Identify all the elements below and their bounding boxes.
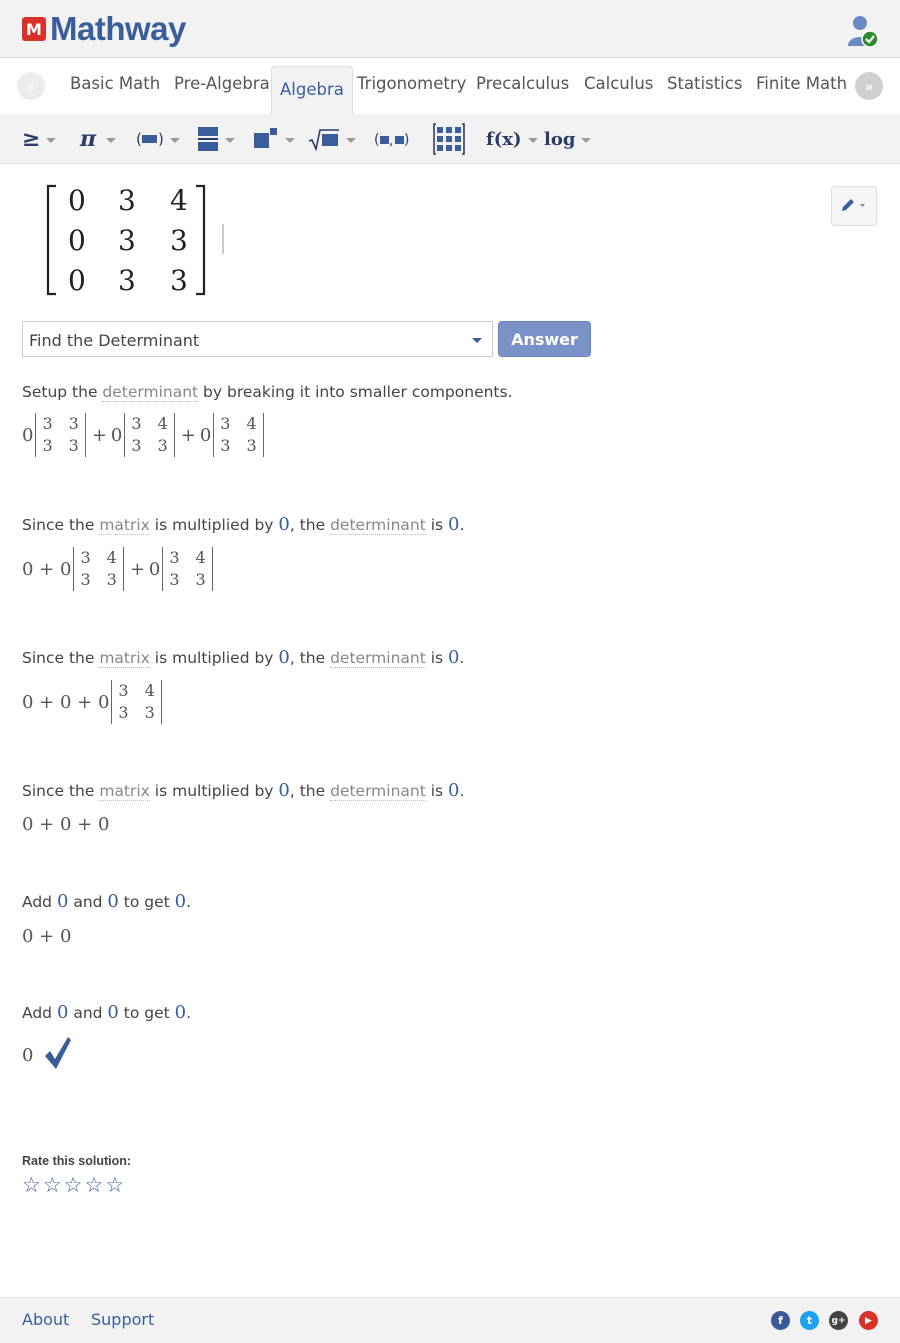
pi-tool[interactable] <box>80 126 116 152</box>
step-math: 0 + 0 + 0 <box>22 814 110 835</box>
star-icon[interactable]: ☆ <box>63 1173 83 1197</box>
chevron-down-icon <box>346 138 356 143</box>
twitter-icon[interactable]: t <box>800 1311 819 1330</box>
problem-type-value: Find the Determinant <box>29 331 200 350</box>
subject-tabs <box>0 58 900 114</box>
tab-pre-algebra[interactable]: Pre-Algebra <box>174 74 270 93</box>
chevron-down-icon <box>528 138 538 143</box>
matrix-cell: 3 <box>118 264 136 297</box>
scroll-left-button[interactable]: « <box>17 72 45 100</box>
chevron-down-icon <box>170 138 180 143</box>
matrix-icon <box>433 123 465 155</box>
function-tool[interactable] <box>486 126 538 152</box>
step-explanation: Since the matrix is multiplied by 0, the determinant is 0. <box>22 647 465 668</box>
term-link-determinant[interactable]: determinant <box>102 383 199 401</box>
step-explanation: Add 0 and 0 to get 0. <box>22 891 192 912</box>
tab-calculus[interactable]: Calculus <box>584 74 654 93</box>
tab-trigonometry[interactable]: Trigonometry <box>357 74 467 93</box>
tab-finite-math[interactable]: Finite Math <box>756 74 848 93</box>
matrix-cell: 3 <box>170 224 188 257</box>
logo-mark: M <box>22 17 46 41</box>
input-matrix <box>44 180 214 300</box>
tab-statistics[interactable]: Statistics <box>667 74 743 93</box>
matrix-cell: 4 <box>170 184 188 217</box>
support-link[interactable]: Support <box>91 1310 155 1329</box>
point-tool[interactable] <box>374 126 410 152</box>
app-header <box>0 0 900 58</box>
tab-basic-math[interactable]: Basic Math <box>70 74 161 93</box>
step-math: 0 + 0 3 4 3 3 + 0 3 4 3 3 <box>22 547 215 591</box>
term-link-determinant[interactable]: determinant <box>330 649 426 667</box>
text-cursor <box>222 224 224 254</box>
log-tool[interactable] <box>544 126 591 152</box>
svg-text:(: ( <box>374 132 380 148</box>
svg-text:): ) <box>158 130 164 148</box>
tab-precalculus[interactable]: Precalculus <box>476 74 570 93</box>
rate-label: Rate this solution: <box>22 1154 132 1168</box>
fraction-icon <box>197 125 219 153</box>
sqrt-icon <box>308 127 340 151</box>
chevron-down-icon <box>472 338 482 343</box>
pi-icon: π <box>80 126 97 152</box>
determinant-2x2: 3 3 3 3 <box>35 413 85 457</box>
term-link-matrix[interactable]: matrix <box>99 516 150 534</box>
pencil-icon <box>839 198 869 214</box>
determinant-2x2: 3 4 3 3 <box>213 413 263 457</box>
matrix-cell: 0 <box>68 184 86 217</box>
chevron-down-icon <box>46 138 56 143</box>
scroll-right-button[interactable]: » <box>855 72 883 100</box>
function-icon: f(x) <box>486 128 522 150</box>
parentheses-tool[interactable] <box>136 126 180 152</box>
point-icon <box>374 129 410 149</box>
youtube-icon[interactable]: ▶ <box>859 1311 878 1330</box>
logo-text: Mathway <box>50 10 186 47</box>
problem-type-select[interactable] <box>22 321 493 357</box>
log-icon: log <box>544 128 576 150</box>
determinant-2x2: 3 4 3 3 <box>124 413 174 457</box>
mathway-logo[interactable] <box>22 12 186 46</box>
step-explanation: Setup the determinant by breaking it into smaller components. <box>22 383 513 401</box>
final-answer: 0 <box>22 1045 34 1066</box>
google-plus-icon[interactable]: g+ <box>829 1311 848 1330</box>
facebook-icon[interactable]: f <box>771 1311 790 1330</box>
svg-text:): ) <box>404 132 410 148</box>
edit-button[interactable] <box>831 186 877 226</box>
matrix-cell: 0 <box>68 224 86 257</box>
rating-stars <box>22 1174 126 1196</box>
exponent-icon <box>253 127 279 151</box>
inequality-tool[interactable] <box>22 126 56 152</box>
step-explanation: Since the matrix is multiplied by 0, the determinant is 0. <box>22 780 465 801</box>
chevron-down-icon <box>581 138 591 143</box>
determinant-2x2: 3 4 3 3 <box>73 547 123 591</box>
term-link-matrix[interactable]: matrix <box>99 649 150 667</box>
determinant-2x2: 3 4 3 3 <box>111 680 161 724</box>
step-math: 0 + 0 + 0 3 4 3 3 <box>22 680 164 724</box>
parentheses-icon <box>136 129 164 149</box>
user-check-icon[interactable] <box>846 14 880 48</box>
chevron-down-icon <box>106 138 116 143</box>
matrix-cell: 3 <box>170 264 188 297</box>
svg-text:,: , <box>389 134 394 149</box>
step-math: 0 + 0 <box>22 926 72 947</box>
math-toolbar <box>0 114 900 164</box>
star-icon[interactable]: ☆ <box>84 1173 104 1197</box>
matrix-cell: 0 <box>68 264 86 297</box>
term-link-matrix[interactable]: matrix <box>99 782 150 800</box>
checkmark-icon <box>44 1036 72 1070</box>
chevron-down-icon <box>285 138 295 143</box>
fraction-tool[interactable] <box>197 126 235 152</box>
problem-input[interactable] <box>44 180 214 305</box>
determinant-2x2: 3 4 3 3 <box>162 547 212 591</box>
matrix-cell: 3 <box>118 224 136 257</box>
star-icon[interactable]: ☆ <box>22 1173 41 1197</box>
inequality-icon: ≥ <box>22 126 41 152</box>
star-icon[interactable]: ☆ <box>105 1173 125 1197</box>
exponent-tool[interactable] <box>253 126 295 152</box>
step-explanation: Since the matrix is multiplied by 0, the determinant is 0. <box>22 514 465 535</box>
sqrt-tool[interactable] <box>308 126 356 152</box>
answer-button[interactable]: Answer <box>498 321 591 357</box>
step-explanation: Add 0 and 0 to get 0. <box>22 1002 192 1023</box>
tab-algebra[interactable]: Algebra <box>271 66 353 114</box>
term-link-determinant[interactable]: determinant <box>330 516 426 534</box>
footer <box>0 1297 900 1343</box>
term-link-determinant[interactable]: determinant <box>330 782 426 800</box>
matrix-tool[interactable] <box>433 122 465 156</box>
matrix-cell: 3 <box>118 184 136 217</box>
about-link[interactable]: About <box>22 1310 70 1329</box>
svg-text:(: ( <box>136 130 142 148</box>
chevron-down-icon <box>225 138 235 143</box>
star-icon[interactable]: ☆ <box>42 1173 62 1197</box>
step-math: 0 3 3 3 3 + 0 3 4 3 3 + 0 3 4 3 3 <box>22 413 266 457</box>
